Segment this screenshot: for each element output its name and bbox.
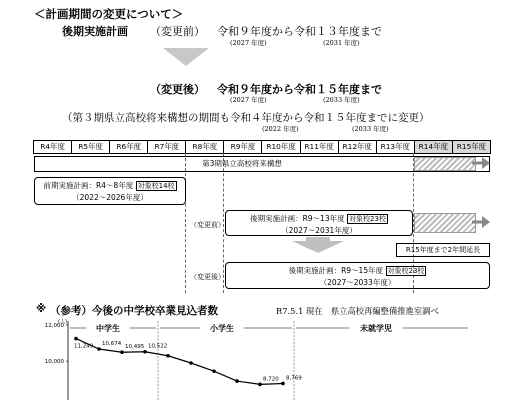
after-text: 令和９年度から令和１５年度まで [217,83,382,96]
data-point [166,354,170,358]
region-label: 中学生 [96,324,120,333]
before-text: 令和９年度から令和１３年度まで [217,25,382,38]
early-plan-years: （2022～2026年度） [72,193,148,202]
note-text: （第３期県立高校将来構想の期間も令和４年度から令和１５年度までに変更） [62,112,430,124]
data-label: 10,522 [148,343,168,350]
year-cell: R13年度 [377,141,415,153]
data-point [120,350,124,354]
late-before-title: 後期実施計画：R9～13年度 [250,214,345,223]
y-tick-label: 10,000 [44,359,64,366]
data-label: 10,495 [125,344,145,351]
reference-title: （参考）今後の中学校卒業見込者数 [50,305,218,317]
data-label: 11,249 [74,343,94,350]
early-plan-tag: 対象校14校 [137,182,175,190]
late-after-tag: 対象校23校 [387,267,425,275]
data-point [258,383,262,387]
y-tick-label: 12,000 [44,323,64,329]
late-after-title: 後期実施計画：R9～15年度 [288,266,384,275]
year-cell: R7年度 [148,141,186,153]
y-unit-label: (人) [58,319,67,325]
note-year2: (2033 年度) [352,125,389,133]
before-plan-label: 後期実施計画 [62,25,128,38]
data-point [143,350,147,354]
year-cell: R14年度 [415,141,453,153]
after-year1: (2027 年度) [230,96,267,104]
reference-mark: ※ [36,303,47,315]
late-extension-hatch [414,213,476,233]
data-point [97,347,101,351]
timeline-change-arrow-body [306,237,330,242]
extension-note: R15年度まで2年間延長 [396,243,490,257]
concept-arrow-icon [472,155,490,171]
late-arrow-icon [472,213,490,231]
after-year2: (2033 年度) [323,96,360,104]
timeline-change-arrow-icon [292,241,344,253]
year-cell: R11年度 [301,141,339,153]
data-label: 10,674 [102,340,122,347]
data-point [281,382,285,386]
year-cell: R12年度 [339,141,377,153]
data-point [74,337,78,341]
data-label: 8,720 [263,376,279,383]
before-year2: (2031 年度) [323,39,360,47]
reference-meta: R7.5.1 現在 県立高校再編整備推進室調べ [276,306,439,316]
data-point [212,369,216,373]
graduates-chart [34,317,474,400]
change-arrow-icon [163,48,209,68]
year-cell: R4年度 [34,141,72,153]
late-after-years: （2027～2033年度） [319,278,396,287]
section-title: ＜計画期間の変更について＞ [34,7,184,21]
early-plan-box [34,177,186,205]
early-plan-title: 前期実施計画：R4～8年度 [43,181,134,190]
concept-bar-label: 第3期県立高校将来構想 [202,159,282,168]
label-before: （変更前） [190,221,225,229]
year-cell: R5年度 [72,141,110,153]
year-cell: R9年度 [224,141,262,153]
before-year1: (2027 年度) [230,39,267,47]
year-divider [185,153,186,293]
year-cell: R10年度 [262,141,300,153]
before-tag: （変更前） [150,25,205,38]
late-before-years: （2027～2031年度） [281,226,357,235]
data-point [235,379,239,383]
concept-extension-hatch [414,157,476,171]
late-before-box [225,210,413,236]
year-cell: R15年度 [453,141,490,153]
note-year1: (2022 年度) [262,125,299,133]
data-label: 8,769 [286,375,302,382]
after-tag: （変更後） [150,83,205,96]
late-before-tag: 対象校23校 [349,215,386,223]
label-after: （変更後） [190,273,225,281]
year-cell: R8年度 [186,141,224,153]
data-point [189,361,193,365]
late-after-box [225,262,490,289]
region-label: 未就学児 [360,324,392,333]
region-label: 小学生 [210,324,234,333]
year-cell: R6年度 [110,141,148,153]
timeline-header [33,140,491,154]
